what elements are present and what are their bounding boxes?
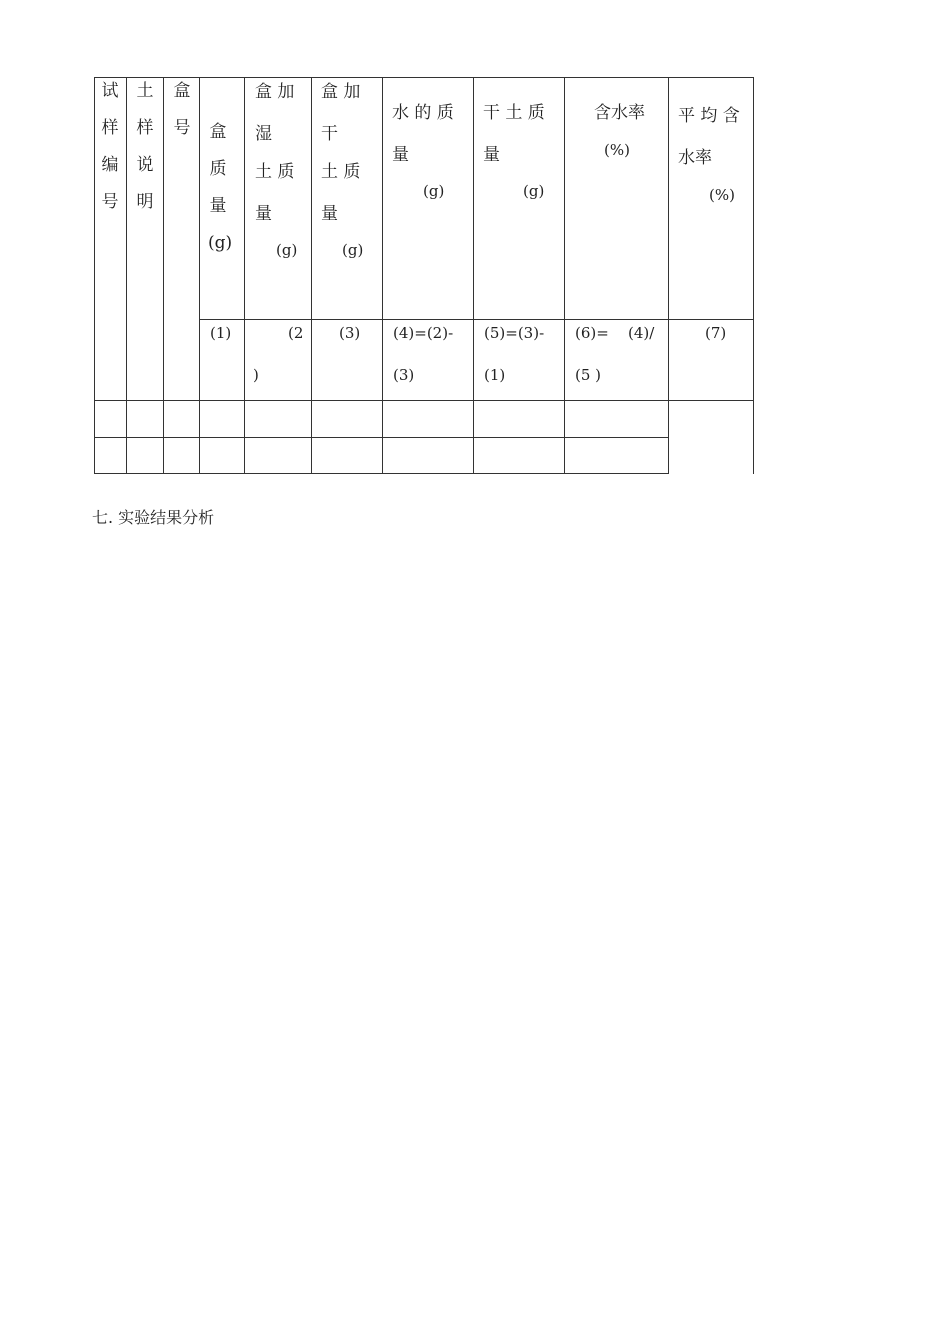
header-dry-soil-unit: (g) (523, 182, 545, 200)
header-box-dry-line2: 干 (321, 124, 338, 144)
col-line (473, 77, 474, 474)
formula-5a: (5)=(3)- (484, 324, 545, 342)
header-water-mass-line1: 水 的 质 (392, 103, 454, 123)
formula-6b: (5 ) (575, 366, 602, 384)
header-water-mass-line2: 量 (392, 145, 409, 165)
header-dry-soil-line2: 量 (483, 145, 500, 165)
header-box-number: 盒号 (173, 81, 191, 138)
col-line (126, 77, 127, 474)
col-line (244, 77, 245, 474)
table-border-top (94, 77, 754, 78)
formula-6a2: (4)/ (628, 324, 655, 342)
col-line (199, 77, 200, 474)
formula-7: (7) (705, 324, 727, 342)
header-avg-moisture-unit: (%) (709, 186, 735, 204)
header-avg-moisture-line1: 平 均 含 (678, 106, 740, 126)
header-box-dry-line3: 土 质 (321, 162, 361, 182)
formula-1: (1) (210, 324, 232, 342)
formula-6a1: (6)= (575, 324, 609, 342)
formula-2b: ) (253, 366, 259, 384)
header-box-dry-line4: 量 (321, 204, 338, 224)
header-soil-description: 土样说明 (136, 81, 154, 212)
header-moisture-unit: (%) (604, 141, 630, 159)
header-box-wet-line2: 湿 (255, 124, 272, 144)
formula-5b: (1) (484, 366, 506, 384)
header-box-dry-line1: 盒 加 (321, 82, 361, 102)
header-divider (199, 319, 754, 320)
header-box-wet-line3: 土 质 (255, 162, 295, 182)
header-box-wet-line4: 量 (255, 204, 272, 224)
header-box-wet-line1: 盒 加 (255, 82, 295, 102)
formula-4b: (3) (393, 366, 415, 384)
header-dry-soil-line1: 干 土 质 (483, 103, 545, 123)
formula-3: (3) (339, 324, 361, 342)
formula-2a: (2 (288, 324, 304, 342)
header-moisture-line1: 含水率 (594, 103, 645, 123)
section-heading-results-analysis: 七. 实验结果分析 (92, 508, 215, 527)
col-line (564, 77, 565, 474)
header-box-mass: 盒质量(g) (208, 122, 233, 253)
header-water-mass-unit: (g) (423, 182, 445, 200)
header-sample-id: 试样编号 (101, 81, 119, 212)
header-avg-moisture-line2: 水率 (678, 148, 712, 168)
header-bottom (94, 400, 754, 401)
col-line (668, 77, 669, 474)
col-line (94, 77, 95, 474)
col-line (163, 77, 164, 474)
col-line (382, 77, 383, 474)
header-box-wet-unit: (g) (276, 241, 298, 259)
header-box-dry-unit: (g) (342, 241, 364, 259)
formula-4a: (4)=(2)- (393, 324, 454, 342)
col-line (311, 77, 312, 474)
table-border-right (753, 77, 754, 474)
